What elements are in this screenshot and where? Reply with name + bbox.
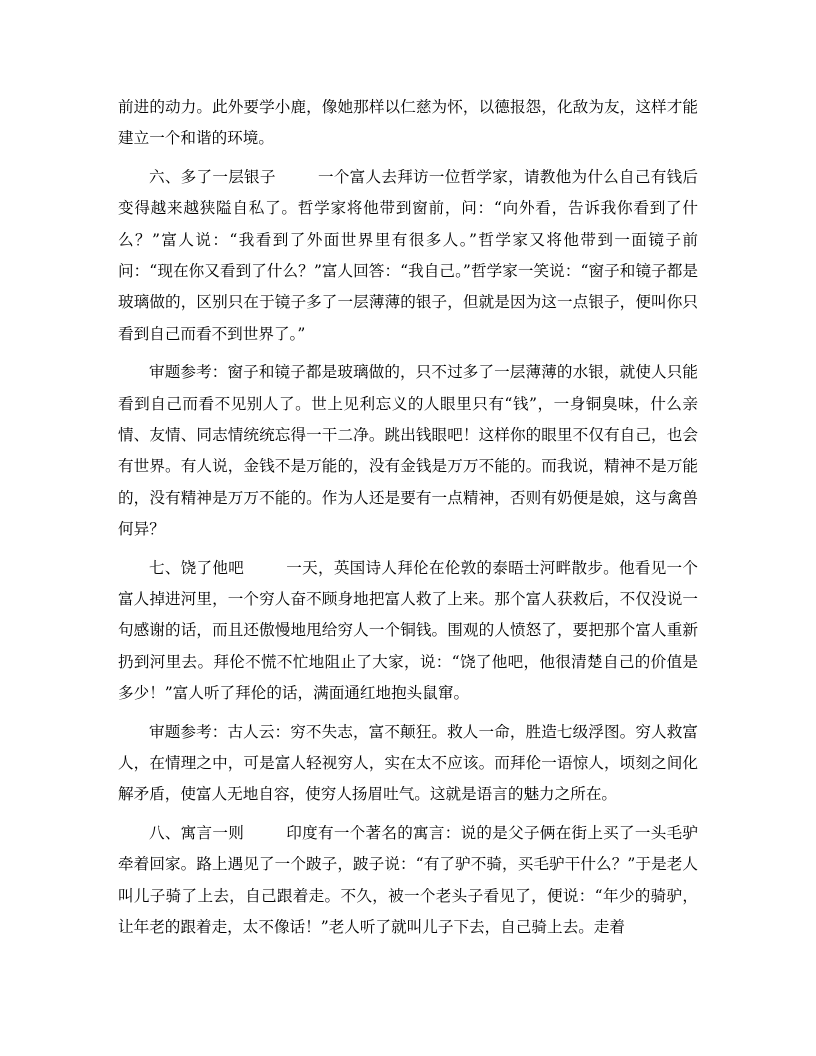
paragraph-section-eight (118, 818, 698, 943)
section-title: 六、多了一层银子 (149, 168, 276, 187)
paragraph-text: 审题参考：古人云：穷不失志，富不颠狂。救人一命，胜造七级浮图。穷人救富人，在情理之中，可是富人轻视穷人，实在太不应该。而拜伦一语惊人，顷刻之间化解矛盾，使富人无地自容，使穷人扬眉吐气。这就是语言的魅力之所在。 (118, 722, 698, 804)
section-title: 七、饶了他吧 (149, 558, 245, 577)
paragraph-text: 审题参考：窗子和镜子都是玻璃做的，只不过多了一层薄薄的水银，就使人只能看到自己而看不见别人了。世上见利忘义的人眼里只有“钱”，一身铜臭味，什么亲情、友情、同志情统统忘得一干二净。跳出钱眼吧！这样你的眼里不仅有自己，也会有世界。有人说，金钱不是万能的，没有金钱是万万不能的。而我说，精神不是万能的，没有精神是万万不能的。作为人还是要有一点精神，否则有奶便是娘，这与禽兽何异？ (118, 363, 698, 538)
paragraph-intro (118, 92, 698, 155)
paragraph-section-six (118, 162, 698, 350)
paragraph-text: 一个富人去拜访一位哲学家，请教他为什么自己有钱后变得越来越狭隘自私了。哲学家将他带到窗前，问：“向外看，告诉我你看到了什么？”富人说：“我看到了外面世界里有很多人。”哲学家又将他带到一面镜子前问：“现在你又看到了什么？”富人回答：“我自己。”哲学家一笑说：“窗子和镜子都是玻璃做的，区别只在于镜子多了一层薄薄的银子，但就是因为这一点银子，便叫你只看到自己而看不到世界了。” (118, 168, 698, 343)
section-title: 八、寓言一则 (149, 824, 245, 843)
paragraph-text: 印度有一个著名的寓言：说的是父子俩在街上买了一头毛驴牵着回家。路上遇见了一个跛子，跛子说：“有了驴不骑，买毛驴干什么？”于是老人叫儿子骑了上去，自己跟着走。不久，被一个老头子看见了，便说：“年少的骑驴，让年老的跟着走，太不像话！”老人听了就叫儿子下去，自己骑上去。走着 (118, 824, 698, 936)
paragraph-section-seven (118, 553, 698, 709)
document-body (118, 92, 698, 951)
paragraph-section-seven-reference (118, 717, 698, 811)
paragraph-text: 一天，英国诗人拜伦在伦敦的泰晤士河畔散步。他看见一个富人掉进河里，一个穷人奋不顾身地把富人救了上来。那个富人获救后，不仅没说一句感谢的话，而且还傲慢地甩给穷人一个铜钱。围观的人愤怒了，要把那个富人重新扔到河里去。拜伦不慌不忙地阻止了大家，说：“饶了他吧，他很清楚自己的价值是多少！”富人听了拜伦的话，满面通红地抱头鼠窜。 (118, 558, 698, 702)
paragraph-section-six-reference (118, 357, 698, 545)
paragraph-text: 前进的动力。此外要学小鹿，像她那样以仁慈为怀，以德报怨，化敌为友，这样才能建立一个和谐的环境。 (118, 98, 698, 148)
